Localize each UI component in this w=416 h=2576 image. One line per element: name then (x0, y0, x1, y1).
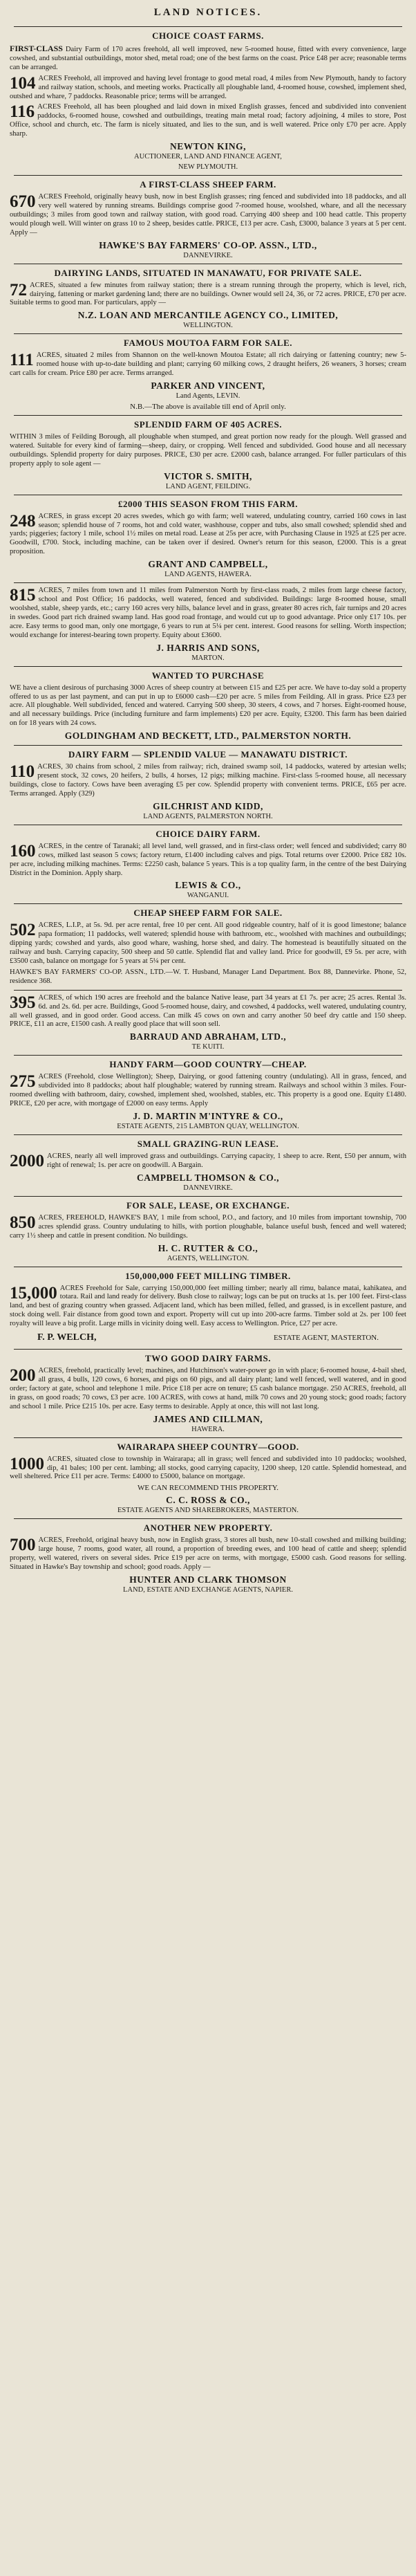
ad-heading: WANTED TO PURCHASE (151, 670, 265, 681)
divider (14, 1437, 402, 1438)
ad-text (10, 282, 406, 309)
agent-name: F. P. WELCH, (37, 1332, 97, 1343)
ad-body: ACRES, in the centre of Taranaki; all level land, well grassed, and in first-class order; well fenced and subdivided; carry 80 cows, milked last season 5 cows; factory return, £1400 including calves and pigs. Total returns over £2000. Price £82 10s. per acre, including milking machines. Terms: £2250 cash, balance 5 years. This is a top quality farm, in the centre of the best Dairying District in the Dominion. Apply sharp. (10, 842, 406, 877)
ad-lead-number: 815 (10, 586, 36, 605)
ad-lead-number: 116 (10, 102, 35, 122)
ad-heading: 150,000,000 FEET MILLING TIMBER. (125, 1270, 291, 1281)
ad-choice-coast-farms (10, 30, 406, 172)
ad-wanted-to-purchase (10, 670, 406, 742)
ad-cheap-sheep-farm (10, 908, 406, 986)
ad-heading: CHEAP SHEEP FARM FOR SALE. (133, 908, 283, 919)
agent-name: HUNTER AND CLARK THOMSON (129, 1574, 287, 1585)
agent-town: TE KUITI. (191, 1043, 225, 1051)
ad-ref: (329) (78, 789, 95, 798)
ad-heading: A FIRST-CLASS SHEEP FARM. (140, 179, 276, 190)
ad-firstword: FIRST-CLASS (10, 44, 63, 53)
ad-body: ACRES, Freehold, original heavy bush, now in English grass, 3 stores all bush, new 10-stall cowshed and milking building; large house, 7 rooms, good water, all round, a proportion of breeding ewes, and 100 head of cattle and sheep; splendid property, well watered, rivers on several sides. Price £19 per acre on terms, with mortgage, £5000 cash. Good reasons for selling. Situated in Hawke's Bay township and school; good roads. Apply — (10, 1536, 406, 1572)
ad-body: ACRES Freehold, all improved and having level frontage to good metal road, 4 miles from New Plymouth, handy to factory and railway station, schools, and meeting works. Practically all ploughable land, 4-roomed house, cowshed, implement shed, outshed and whare, 7 paddocks. Reasonable price; terms will be arranged. (10, 74, 406, 100)
agent-name: HAWKE'S BAY FARMERS' CO-OP. ASSN., LTD., (99, 239, 317, 250)
ad-small-grazing-run (10, 1139, 406, 1193)
ad-lead-number: 111 (10, 351, 34, 370)
agent-name: C. C. ROSS & CO., (166, 1495, 250, 1506)
divider (14, 990, 402, 991)
ad-dairying-lands-manawatu (10, 268, 406, 331)
ad-body: ACRES, situated 2 miles from Shannon on the well-known Moutoa Estate; all rich dairying or fattening country; new 5-roomed house with up-to-date building and plant; carrying 60 milking cows, 2 draught heifers, 26 weaners, 3 horses; cream cart calls for cream. Price £80 per acre. Terms arranged. (10, 351, 406, 378)
ad-body: ACRES, 7 miles from town and 11 miles from Palmerston North by first-class roads, 2 miles from large cheese factory, school and Post Office; 16 paddocks, well watered, fenced and subdivided. Buildings: large 8-roomed house, small woolshed, stable, sheep yards, etc.; carry 160 acres very hills, balance level and in grass, greater 80 acres rich, fair turnips and 20 acres in swedes. Good part rich drained swamp land. Has good road frontage, and would cut up to good advantage. Price only £17 10s. per acre. Easy terms to good man, only one mortgage, 6 years to run at 5¼ per cent. interest. Good reasons for selling. Worth inspection; would exchange for interest-bearing town property. Equity about £3600. (10, 587, 406, 639)
divider (14, 582, 402, 583)
ad-heading: FAMOUS MOUTOA FARM FOR SALE. (123, 338, 293, 349)
ad-lead-number: 15,000 (10, 1283, 57, 1303)
ad-lead-number: 2000 (10, 1152, 44, 1170)
ad-body: ACRES Freehold, all has been ploughed and laid down in mixed English grasses, fenced and subdivided into convenient paddocks, 6-roomed house, cowshed and outbuildings, treating main metal road; factory adjoining, 4 miles to store, Post Office, school and church, etc. The farm is nicely situated, and lies to the sun, and is well watered. Price only £70 per acre. Apply sharp. (10, 103, 406, 138)
divider (14, 903, 402, 904)
agent-title: LAND AGENTS, HAWERA. (164, 571, 252, 579)
divider (14, 1055, 402, 1056)
ad-lead-number: 248 (10, 511, 36, 531)
agent-title: AUCTIONEER, LAND AND FINANCE AGENT, (134, 153, 282, 161)
ad-body: WE have a client desirous of purchasing 3000 Acres of sheep country at between £15 and £25 per acre. We have to-day sold a property offered to us as per last payment, and can put in up to £6000 cash—£20 per acre. 5 miles from Feilding. All in grass. Price £23 per acre. All ploughable. Well subdivided, fenced and watered. Carrying 500 sheep, 30 steers, 4 cows, and 7 horses. Eight-roomed house, and all necessary buildings. Price (including furniture and farm implements) £20 per acre. Equity, £3200. This farm has been dairied on for 18 years with 24 cows. (10, 683, 406, 728)
ad-815-acres (10, 587, 406, 662)
ad-lead-number: 110 (10, 762, 35, 782)
ad-recommendation: WE CAN RECOMMEND THIS PROPERTY. (138, 1484, 278, 1493)
ad-wairarapa-sheep-country (10, 1442, 406, 1516)
agent-name: JAMES AND CILLMAN, (153, 1413, 263, 1424)
ad-lead-number: 72 (10, 280, 27, 300)
ad-text (10, 843, 406, 878)
ad-choice-dairy-farm (10, 829, 406, 901)
ad-lead-number: 670 (10, 192, 36, 212)
agent-name: J. HARRIS AND SONS, (156, 642, 260, 653)
ad-heading: WAIRARAPA SHEEP COUNTRY—GOOD. (117, 1441, 299, 1452)
agent-town: HAWERA. (191, 1425, 225, 1433)
agent-name: NEWTON KING, (169, 141, 247, 152)
ad-text (10, 1536, 406, 1572)
masthead: LAND NOTICES. (153, 7, 263, 18)
ad-heading: TWO GOOD DAIRY FARMS. (145, 1353, 271, 1364)
ad-text (10, 75, 406, 102)
land-notices-column (10, 4, 406, 1597)
agent-signature-line (10, 1331, 406, 1345)
ad-text (10, 1073, 406, 1109)
ad-heading: ANOTHER NEW PROPERTY. (143, 1522, 273, 1534)
agent-name: N.Z. LOAN AND MERCANTILE AGENCY CO., LIMITED, (77, 310, 339, 321)
agent-title: LAND AGENT, FEILDING. (165, 482, 251, 490)
ad-body: ACRES, freehold, practically level; machines, and Hutchinson's water-power go in with place; 6-roomed house, 4-bail shed, all grass, 4 bulls, 120 cows, 6 horses, and pigs on 60 pigs, and all dairy plant; land well fenced, well watered, and in good order; factory at gate, school and telephone 1 mile. Price £18 per acre on tenure; £5 cash balance mortgage. 250 ACRES, freehold, all in grass, on good roads; 70 cows, £3 per acre. 100 ACRES, with cows at hand, milk 70 cows and 20 young stock; good roads; factory and school 1 mile. Price £215 10s. per acre. Easy terms to desirable. Apply at once, this will not last long. (10, 1367, 406, 1410)
ad-splendid-farm-405 (10, 419, 406, 491)
divider (14, 26, 402, 27)
ad-heading: SPLENDID FARM OF 405 ACRES. (134, 419, 282, 430)
divider (14, 333, 402, 334)
ad-lead-number: 850 (10, 1213, 36, 1232)
ad-heading: FOR SALE, LEASE, OR EXCHANGE. (126, 1199, 290, 1211)
divider (14, 1134, 402, 1135)
ad-text (10, 193, 406, 238)
ad-body: ACRES, situated a few minutes from railway station; there is a stream running through the property, which is level, rich, dairying, fattening or market gardening land; there are no buildings. Owner would sell 24, 36, or 72 acres. PRICE, £70 per acre. Suitable terms to good man. For particulars, apply — (10, 281, 406, 307)
ad-lead-number: 395 (10, 993, 36, 1012)
ad-text (10, 1367, 406, 1412)
agent-title: ESTATE AGENTS, 215 LAMBTON QUAY, WELLINGTON. (117, 1123, 299, 1130)
divider (14, 666, 402, 667)
ad-heading: DAIRY FARM — SPLENDID VALUE — MANAWATU DISTRICT. (68, 749, 348, 760)
ad-text (10, 994, 406, 1030)
agent-name: BARRAUD AND ABRAHAM, LTD., (129, 1031, 287, 1042)
agent-town: WELLINGTON. (183, 322, 233, 330)
ad-body: ACRES, FREEHOLD, HAWKE'S BAY, 1 mile from school, P.O., and factory, and 10 miles from important township, 700 acres splendid grass. Country undulating to hills, with portion ploughable, balance useful bush, fenced and well watered; carry 1½ sheep and cattle in present condition. No buildings. (10, 1213, 406, 1240)
agent-town: MARTON. (191, 654, 225, 662)
agent-name: PARKER AND VINCENT, (151, 380, 265, 392)
ad-note: N.B.—The above is available till end of April only. (130, 403, 286, 412)
ad-lead-number: 1000 (10, 1454, 44, 1473)
ad-text (10, 44, 406, 73)
agent-title: LAND, ESTATE AND EXCHANGE AGENTS, NAPIER. (123, 1585, 293, 1594)
ad-text (10, 587, 406, 640)
agent-name: J. D. MARTIN M'INTYRE & CO., (133, 1111, 283, 1121)
ad-lead-number: 275 (10, 1072, 36, 1092)
agent-line: HAWKE'S BAY FARMERS' CO-OP. ASSN., LTD.—W. T. Husband, Manager Land Department. Box 88, Dannevirke. Phone, 52, residence 368. (10, 968, 406, 985)
ad-first-class-sheep-farm (10, 179, 406, 260)
agent-name: VICTOR S. SMITH, (164, 470, 252, 481)
ad-body: ACRES, L.I.P., at 5s. 9d. per acre rental, free 10 per cent. All good ridgeable country, half of it is good limestone; balance papa formation; 11 paddocks, well watered; splendid house with bathroom, etc., woolshed with machines and outbuildings; dipping yards; cowshed and yards, also good whare, washing, horse shed, and dairy. The homestead is beautifully situated on the railway and bush. Carrying capacity, 500 sheep and 50 cattle. Splendid flat and valley land. Price for goodwill, £9 5s. per acre, with £3500 cash, balance on mortgage for 5 years at 5¼ per cent. (10, 921, 406, 966)
ad-395-acres (10, 994, 406, 1052)
ad-body: Dairy Farm of 170 acres freehold, all well improved, new 5-roomed house, fitted with every convenience, large cowshed, and substantial outbuildings, motor shed, metal road; one of the best farms on the coast. Price £48 per acre; reasonable terms can be arranged. (10, 46, 406, 71)
ad-handy-farm (10, 1059, 406, 1131)
agent-title: AGENTS, WELLINGTON. (167, 1254, 249, 1262)
ad-text (10, 1152, 406, 1170)
agent-town: WANGANUI. (187, 892, 229, 900)
agent-title: Land Agents, LEVIN. (176, 392, 240, 401)
ad-body: ACRES, of which 190 acres are freehold and the balance Native lease, part 34 years at £1 7s. per acre; 25 acres. Rental 3s. 6d. and 2s. 6d. per acre. Buildings, Good 5-roomed house, dairy, and cowshed, 4 paddocks, well watered, undulating country, all well grassed, and in good order. Good access. Can milk 45 cows on own and carry another 50 beef dry cattle and 150 sheep. PRICE, £11 an acre, £1500 cash. A really good place that will soon sell. (10, 993, 406, 1029)
ad-heading: HANDY FARM—GOOD COUNTRY—CHEAP. (109, 1059, 307, 1070)
ad-text (10, 1214, 406, 1241)
agent-title: ESTATE AGENT, MASTERTON. (273, 1334, 379, 1343)
agent-town: DANNEVIRKE. (183, 1184, 233, 1192)
ad-heading: SMALL GRAZING-RUN LEASE. (137, 1139, 279, 1149)
ad-text (10, 1455, 406, 1482)
divider (14, 1196, 402, 1197)
ad-heading: DAIRYING LANDS, SITUATED IN MANAWATU, FOR PRIVATE SALE. (54, 267, 362, 278)
divider (14, 415, 402, 416)
ad-text (10, 1285, 406, 1330)
ad-2000-this-season (10, 499, 406, 580)
divider (14, 175, 402, 176)
ad-body: ACRES, in grass except 20 acres swedes, which go with farm; well watered, undulating country, carried 160 cows in last season; splendid house of 7 rooms, hot and cold water, washhouse, copper and tubs, also small cowshed; splendid shed and yards; piggeries; factory 1 mile, school 1½ miles on metal road. Lease at 25s per acre, with Purchasing Clause in 1925 at £25 per acre. Goodwill, £700. Stock, including machine, can be taken over if desired. Owner's return for this season, £2000. This is a great proposition. (10, 512, 406, 556)
agent-title: LAND AGENTS, PALMERSTON NORTH. (143, 812, 273, 820)
ad-text (10, 921, 406, 966)
divider (14, 745, 402, 746)
ad-lead-number: 700 (10, 1536, 36, 1555)
ad-two-good-dairy-farms (10, 1353, 406, 1434)
agent-name: H. C. RUTTER & CO., (158, 1242, 258, 1253)
divider (14, 1349, 402, 1350)
ad-another-new-property (10, 1522, 406, 1594)
ad-text (10, 763, 406, 799)
ad-text (10, 103, 406, 139)
agent-name: GRANT AND CAMPBELL, (148, 559, 268, 570)
agent-name: GILCHRIST AND KIDD, (153, 800, 263, 811)
ad-lead-number: 200 (10, 1366, 36, 1386)
ad-body: ACRES (Freehold, close Wellington); Sheep, Dairying, or good fattening country (undulating). All in grass, fenced, and subdivided into 8 paddocks; about half ploughable; watered by running stream. Railways and school within 3 miles. Four-roomed dwelling with bathroom, dairy, cowshed, implement shed, woolshed, stables, etc. This property is a good one. Equity £1480. PRICE, £20 per acre, with mortgage of £2000 on easy terms. Apply (10, 1073, 406, 1108)
ad-lead-number: 502 (10, 921, 36, 940)
agent-town: NEW PLYMOUTH. (178, 163, 238, 172)
ad-lead-number: 104 (10, 73, 36, 93)
ad-body: ACRES, 30 chains from school, 2 miles from railway; rich, drained swamp soil, 14 paddocks, watered by artesian wells; present stock, 32 cows, 20 heifers, 2 bulls, 4 horses, 12 pigs; milking machine. First-class 5-roomed house, all necessary buildings, close to factory. Cows have been averaging £5 per cow. Splendid property with convenient terms. PRICE, £65 per acre. Terms arranged. Apply (10, 763, 406, 798)
ad-heading: CHOICE COAST FARMS. (152, 30, 264, 41)
ad-sale-lease-exchange (10, 1200, 406, 1263)
ad-body: ACRES Freehold for Sale, carrying 150,000,000 feet milling timber; nearly all rimu, balance matai, kahikatea, and totara. Rail and land ready for delivery. Bush close to railway; logs can be put on trucks at 1s. per 100 feet. First-class land, and best of grazing country when grassed. Adjacent land, which has been milled, felled, and grassed, is in excellent pasture, and stock doing well. Fair distance from good town and export. Property will cut up into 200-acre farms. Timber sold at 2s. per 100 feet royalty will leave a big profit. Large mills in vicinity doing well. Easy access to Wellington. Price, £27 per acre. (10, 1284, 406, 1328)
ad-text (10, 351, 406, 378)
ad-text (10, 513, 406, 558)
ad-body: WITHIN 3 miles of Feilding Borough, all ploughable when stumped, and great portion now ready for the plough. Well grassed and watered. Suitable for every kind of farming—sheep, dairy, or cropping. Well fenced and subdivided. Good house and all necessary outbuildings. Splendid property for dairy purposes. PRICE, £30 per acre. £2000 cash, balance arranged. For fuller particulars of this property apply to sole agent — (10, 433, 406, 468)
ad-heading: CHOICE DAIRY FARM. (155, 828, 261, 839)
ad-milling-timber (10, 1271, 406, 1346)
agent-title: ESTATE AGENTS AND SHAREBROKERS, MASTERTON. (117, 1507, 299, 1515)
ad-dairy-farm-splendid-value (10, 749, 406, 821)
divider (14, 1518, 402, 1519)
ad-body: ACRES, nearly all well improved grass and outbuildings. Carrying capacity, 1 sheep to acre. Rent, £50 per annum, with right of renewal; 1s. per acre on goodwill. A Bargain. (47, 1152, 406, 1169)
agent-name: GOLDINGHAM AND BECKETT, LTD., PALMERSTON NORTH. (64, 730, 352, 742)
ad-lead-number: 160 (10, 841, 36, 861)
agent-name: LEWIS & CO., (175, 880, 241, 891)
ad-body: ACRES, situated close to township in Wairarapa; all in grass; well fenced and subdivided into 10 paddocks; woolshed, dip, 41 bales; 100 per cent. lambing; all stocks, good carrying capacity, 1200 sheep, 120 cattle. Splendid homestead, and well sheltered. Price £11 per acre. Terms: £4000 to £5000, balance on mortgage. (10, 1455, 406, 1481)
agent-name: CAMPBELL THOMSON & CO., (137, 1172, 279, 1183)
ad-body: ACRES Freehold, originally heavy bush, now in best English grasses; ring fenced and subdivided into 18 paddocks, and all very well watered by running streams. Buildings comprise good 7-roomed house, woolshed, whare, and all the necessary outbuildings; 3 miles from good town and railway station, with good road. Carrying 400 sheep and 100 head cattle. This property would plough well. Will winter on grass 10 to 2 sheep, besides cattle. PRICE, £13 per acre. Cash, £3000, balance 3 years at 5 per cent. Apply — (10, 193, 406, 237)
ad-moutoa-farm (10, 338, 406, 412)
ad-heading: £2000 THIS SEASON FROM THIS FARM. (118, 498, 298, 509)
agent-town: DANNEVIRKE. (183, 251, 233, 259)
